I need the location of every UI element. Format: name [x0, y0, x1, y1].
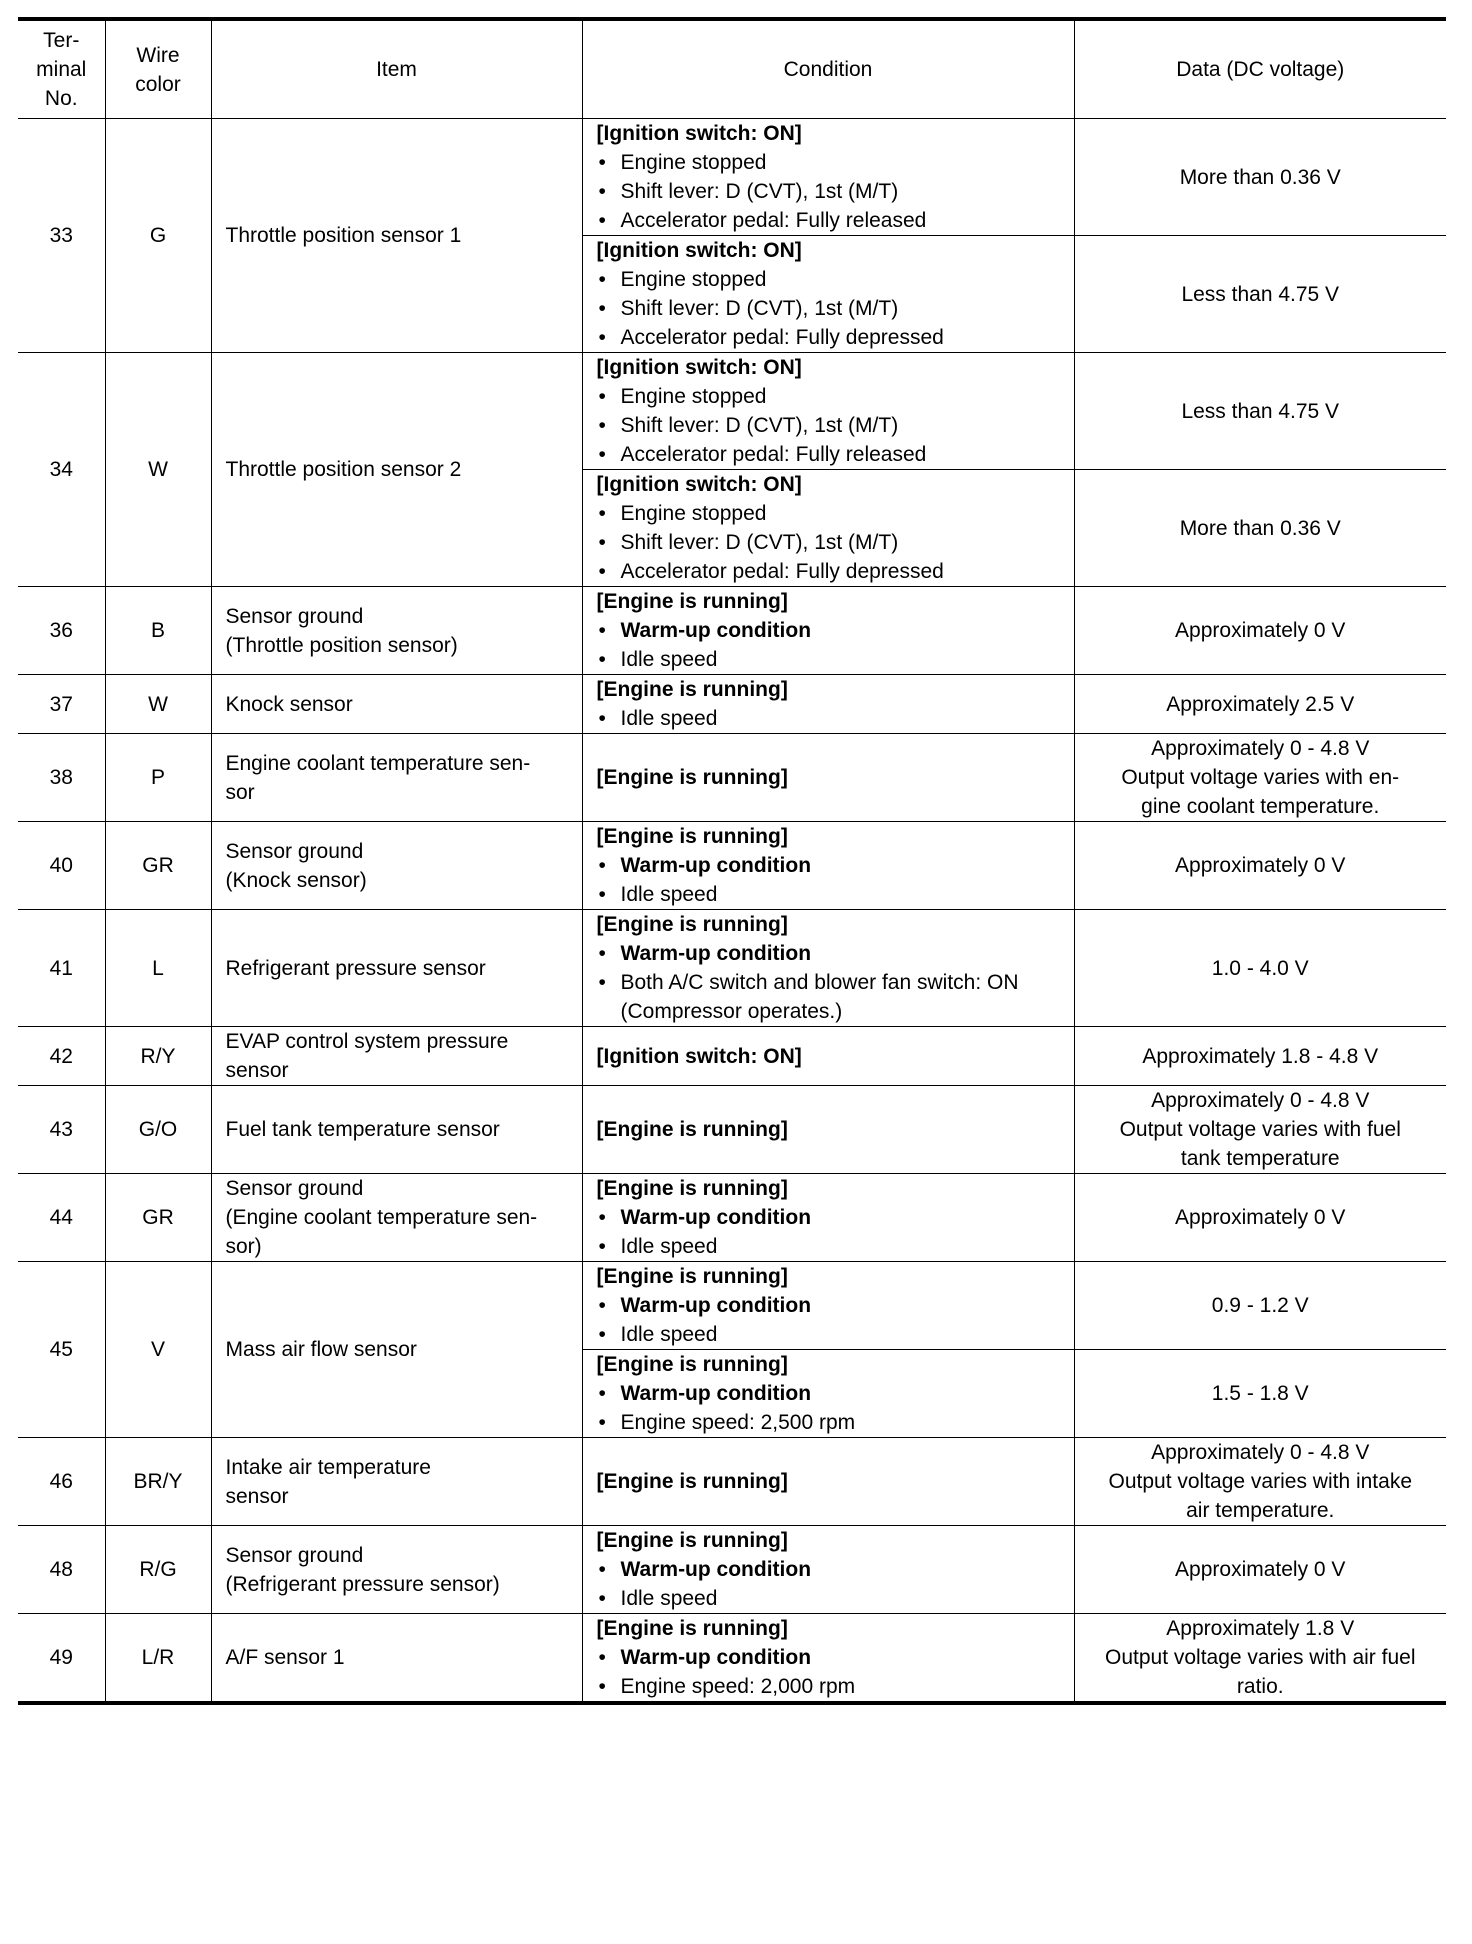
- header-terminal-no: Ter- minal No.: [18, 19, 105, 119]
- data-voltage-text: Approximately 0 V: [1175, 1206, 1346, 1229]
- condition-bullet-text: Warm-up condition: [620, 1206, 812, 1229]
- condition-cell: [582, 734, 1074, 822]
- condition-heading: [Engine is running]: [596, 1529, 788, 1552]
- table-row: [18, 119, 1446, 236]
- data-voltage-text: More than 0.36 V: [1179, 165, 1341, 189]
- condition-cell: [582, 822, 1074, 910]
- data-voltage-text: Approximately 1.8 V Output voltage varies with air fuel ratio.: [1105, 1617, 1416, 1698]
- data-voltage-text: Approximately 0 - 4.8 V Output voltage varies with en- gine coolant temperature.: [1121, 737, 1400, 818]
- condition-bullet-text: Shift lever: D (CVT), 1st (M/T): [620, 180, 899, 203]
- bullet-icon: •: [598, 1411, 606, 1434]
- condition-heading: [Engine is running]: [596, 1177, 788, 1200]
- condition-bullet: [597, 939, 1060, 968]
- condition-heading: [Engine is running]: [596, 1617, 788, 1640]
- item-text: Intake air temperature sensor: [225, 1455, 431, 1508]
- wire-color-cell: B: [105, 587, 211, 675]
- condition-bullet: [597, 294, 1060, 323]
- condition-bullet-text: Idle speed: [620, 1235, 718, 1258]
- data-voltage-cell: [1074, 910, 1446, 1027]
- bullet-icon: •: [598, 151, 606, 174]
- condition-bullet-text: Engine stopped: [620, 502, 767, 525]
- header-item: Item: [211, 19, 582, 119]
- item-cell: [211, 353, 582, 587]
- condition-bullet: [597, 148, 1060, 177]
- bullet-icon: •: [598, 648, 606, 671]
- bullet-icon: •: [598, 942, 606, 965]
- bullet-icon: •: [598, 443, 606, 466]
- condition-cell: [582, 1350, 1074, 1438]
- terminal-number-cell: 37: [18, 675, 105, 734]
- data-voltage-cell: [1074, 1027, 1446, 1086]
- condition-bullet: [597, 1584, 1060, 1613]
- table-header-row: [18, 19, 1446, 119]
- condition-cell: [582, 236, 1074, 353]
- terminal-number-cell: 45: [18, 1262, 105, 1438]
- item-text: Engine coolant temperature sen- sor: [225, 751, 531, 804]
- item-cell: [211, 1262, 582, 1438]
- condition-bullet: [597, 499, 1060, 528]
- condition-bullet: [597, 1643, 1060, 1672]
- item-text: A/F sensor 1: [225, 1646, 345, 1669]
- bullet-icon: •: [598, 1206, 606, 1229]
- terminal-number-cell: 33: [18, 119, 105, 353]
- item-cell: [211, 822, 582, 910]
- condition-bullet: [597, 704, 1060, 733]
- condition-bullet-text: Warm-up condition: [620, 1382, 812, 1405]
- table-row: [18, 1526, 1446, 1614]
- condition-heading: [Engine is running]: [596, 1118, 788, 1141]
- condition-bullet-text: Shift lever: D (CVT), 1st (M/T): [620, 297, 899, 320]
- wire-color-cell: P: [105, 734, 211, 822]
- table-row: [18, 587, 1446, 675]
- bullet-icon: •: [598, 1587, 606, 1610]
- table-row: [18, 822, 1446, 910]
- data-voltage-cell: [1074, 1262, 1446, 1350]
- condition-bullet: [597, 1291, 1060, 1320]
- data-voltage-cell: [1074, 1438, 1446, 1526]
- bullet-icon: •: [598, 1382, 606, 1405]
- data-voltage-text: 1.5 - 1.8 V: [1211, 1382, 1309, 1405]
- terminal-number-cell: 41: [18, 910, 105, 1027]
- condition-cell: [582, 470, 1074, 587]
- condition-bullet-text: Engine speed: 2,000 rpm: [620, 1675, 856, 1698]
- data-voltage-text: Approximately 0 - 4.8 V Output voltage varies with intake air temperature.: [1108, 1441, 1412, 1522]
- data-voltage-cell: [1074, 734, 1446, 822]
- data-voltage-cell: [1074, 119, 1446, 236]
- condition-cell: [582, 1438, 1074, 1526]
- data-voltage-cell: [1074, 822, 1446, 910]
- condition-bullet-text: Warm-up condition: [620, 1558, 812, 1581]
- table-row: [18, 734, 1446, 822]
- wire-color-cell: L: [105, 910, 211, 1027]
- wire-color-cell: BR/Y: [105, 1438, 211, 1526]
- condition-cell: [582, 1086, 1074, 1174]
- data-voltage-text: Approximately 0 V: [1175, 619, 1346, 642]
- wire-color-cell: G/O: [105, 1086, 211, 1174]
- condition-bullet: [597, 177, 1060, 206]
- item-text: Sensor ground (Knock sensor): [225, 839, 367, 892]
- condition-bullet-text: Accelerator pedal: Fully released: [620, 209, 927, 232]
- terminal-number-cell: 36: [18, 587, 105, 675]
- item-text: Sensor ground (Refrigerant pressure sensor): [225, 1543, 500, 1596]
- wire-color-cell: G: [105, 119, 211, 353]
- condition-bullet-text: Engine stopped: [620, 268, 767, 291]
- bullet-icon: •: [598, 971, 606, 994]
- terminal-number-cell: 44: [18, 1174, 105, 1262]
- bullet-icon: •: [598, 297, 606, 320]
- bullet-icon: •: [598, 1235, 606, 1258]
- condition-bullet-text: Accelerator pedal: Fully depressed: [620, 326, 944, 349]
- item-text: Refrigerant pressure sensor: [225, 956, 486, 980]
- terminal-number-cell: 40: [18, 822, 105, 910]
- bullet-icon: •: [598, 414, 606, 437]
- bullet-icon: •: [598, 531, 606, 554]
- table-row: [18, 1614, 1446, 1704]
- header-condition: Condition: [582, 19, 1074, 119]
- bullet-icon: •: [598, 619, 606, 642]
- condition-heading: [Ignition switch: ON]: [596, 239, 802, 262]
- condition-bullet: [597, 265, 1060, 294]
- wire-color-cell: W: [105, 353, 211, 587]
- condition-cell: [582, 675, 1074, 734]
- table-row: [18, 1438, 1446, 1526]
- condition-bullet: [597, 206, 1060, 235]
- wire-color-cell: W: [105, 675, 211, 734]
- data-voltage-cell: [1074, 1526, 1446, 1614]
- condition-bullet-text: Warm-up condition: [620, 942, 812, 965]
- bullet-icon: •: [598, 707, 606, 730]
- terminal-number-cell: 42: [18, 1027, 105, 1086]
- condition-heading: [Engine is running]: [596, 913, 788, 936]
- condition-heading: [Engine is running]: [596, 590, 788, 613]
- condition-heading: [Ignition switch: ON]: [596, 356, 802, 379]
- item-text: Throttle position sensor 2: [225, 458, 462, 481]
- bullet-icon: •: [598, 1675, 606, 1698]
- bullet-icon: •: [598, 180, 606, 203]
- table-row: [18, 1086, 1446, 1174]
- table-body: [18, 119, 1446, 1704]
- item-text: Sensor ground (Throttle position sensor): [225, 604, 458, 657]
- table-row: [18, 1027, 1446, 1086]
- condition-bullet-text: Warm-up condition: [620, 854, 812, 877]
- wire-color-cell: V: [105, 1262, 211, 1438]
- condition-bullet-text: Idle speed: [620, 707, 718, 730]
- data-voltage-text: Approximately 0 - 4.8 V Output voltage varies with fuel tank temperature: [1119, 1089, 1401, 1170]
- condition-bullet: [597, 411, 1060, 440]
- condition-cell: [582, 587, 1074, 675]
- condition-heading: [Engine is running]: [596, 1265, 788, 1288]
- condition-heading: [Ignition switch: ON]: [596, 1044, 802, 1068]
- item-text: Mass air flow sensor: [225, 1338, 417, 1361]
- item-cell: [211, 1174, 582, 1262]
- condition-heading: [Engine is running]: [596, 1470, 788, 1493]
- bullet-icon: •: [598, 1323, 606, 1346]
- condition-bullet-text: Idle speed: [620, 1323, 718, 1346]
- table-row: [18, 1262, 1446, 1350]
- bullet-icon: •: [598, 385, 606, 408]
- wire-color-cell: R/G: [105, 1526, 211, 1614]
- condition-bullet-text: Idle speed: [620, 883, 718, 906]
- item-cell: [211, 910, 582, 1027]
- item-text: Sensor ground (Engine coolant temperature sen- sor): [225, 1177, 538, 1258]
- condition-heading: [Engine is running]: [596, 1353, 788, 1376]
- condition-bullet: [597, 382, 1060, 411]
- condition-heading: [Ignition switch: ON]: [596, 122, 802, 145]
- data-voltage-text: Approximately 0 V: [1175, 1558, 1346, 1581]
- condition-bullet: [597, 323, 1060, 352]
- table-row: [18, 910, 1446, 1027]
- condition-bullet-text: Idle speed: [620, 648, 718, 671]
- bullet-icon: •: [598, 209, 606, 232]
- data-voltage-text: Less than 4.75 V: [1181, 399, 1340, 423]
- condition-bullet: [597, 1203, 1060, 1232]
- bullet-icon: •: [598, 883, 606, 906]
- bullet-icon: •: [598, 502, 606, 525]
- bullet-icon: •: [598, 854, 606, 877]
- data-voltage-text: Less than 4.75 V: [1181, 282, 1340, 306]
- condition-cell: [582, 910, 1074, 1027]
- item-cell: [211, 734, 582, 822]
- bullet-icon: •: [598, 326, 606, 349]
- bullet-icon: •: [598, 1558, 606, 1581]
- item-cell: [211, 1086, 582, 1174]
- terminal-number-cell: 38: [18, 734, 105, 822]
- condition-cell: [582, 1027, 1074, 1086]
- data-voltage-cell: [1074, 1614, 1446, 1704]
- condition-bullet-text: Accelerator pedal: Fully released: [620, 443, 927, 466]
- item-text: Fuel tank temperature sensor: [225, 1118, 500, 1141]
- terminal-number-cell: 34: [18, 353, 105, 587]
- condition-cell: [582, 353, 1074, 470]
- bullet-icon: •: [598, 1294, 606, 1317]
- table-row: [18, 353, 1446, 470]
- condition-cell: [582, 119, 1074, 236]
- condition-bullet-text: Engine stopped: [620, 385, 767, 408]
- condition-heading: [Engine is running]: [596, 678, 788, 701]
- bullet-icon: •: [598, 1646, 606, 1669]
- condition-bullet: [597, 1672, 1060, 1701]
- item-cell: [211, 1027, 582, 1086]
- condition-cell: [582, 1614, 1074, 1704]
- data-voltage-cell: [1074, 587, 1446, 675]
- condition-bullet-text: Shift lever: D (CVT), 1st (M/T): [620, 414, 899, 437]
- data-voltage-text: Approximately 2.5 V: [1166, 692, 1355, 716]
- terminal-number-cell: 48: [18, 1526, 105, 1614]
- item-cell: [211, 587, 582, 675]
- condition-bullet-text: Engine speed: 2,500 rpm: [620, 1411, 856, 1434]
- condition-bullet: [597, 880, 1060, 909]
- data-voltage-cell: [1074, 236, 1446, 353]
- condition-bullet-text: Idle speed: [620, 1587, 718, 1610]
- item-text: EVAP control system pressure sensor: [225, 1030, 509, 1082]
- terminal-data-table: [18, 17, 1446, 1705]
- terminal-number-cell: 49: [18, 1614, 105, 1704]
- condition-bullet: [597, 557, 1060, 586]
- data-voltage-text: 0.9 - 1.2 V: [1211, 1294, 1309, 1317]
- data-voltage-cell: [1074, 1086, 1446, 1174]
- item-text: Throttle position sensor 1: [225, 224, 462, 247]
- bullet-icon: •: [598, 560, 606, 583]
- bullet-icon: •: [598, 268, 606, 291]
- data-voltage-text: Approximately 0 V: [1175, 854, 1346, 877]
- item-text: Knock sensor: [225, 692, 353, 716]
- condition-bullet: [597, 1408, 1060, 1437]
- condition-bullet: [597, 616, 1060, 645]
- condition-bullet: [597, 1555, 1060, 1584]
- terminal-number-cell: 46: [18, 1438, 105, 1526]
- item-cell: [211, 675, 582, 734]
- condition-bullet-text: Warm-up condition: [620, 1646, 812, 1669]
- data-voltage-text: 1.0 - 4.0 V: [1211, 956, 1309, 980]
- wire-color-cell: GR: [105, 822, 211, 910]
- header-data: Data (DC voltage): [1074, 19, 1446, 119]
- condition-bullet: [597, 1320, 1060, 1349]
- condition-bullet: [597, 1379, 1060, 1408]
- condition-cell: [582, 1262, 1074, 1350]
- data-voltage-cell: [1074, 1350, 1446, 1438]
- data-voltage-cell: [1074, 1174, 1446, 1262]
- condition-bullet-text: Warm-up condition: [620, 619, 812, 642]
- condition-bullet: [597, 645, 1060, 674]
- condition-bullet: [597, 528, 1060, 557]
- table-row: [18, 675, 1446, 734]
- document-page: [18, 17, 1446, 1705]
- table-row: [18, 1174, 1446, 1262]
- data-voltage-cell: [1074, 353, 1446, 470]
- data-voltage-text: More than 0.36 V: [1179, 516, 1341, 540]
- item-cell: [211, 1438, 582, 1526]
- data-voltage-cell: [1074, 470, 1446, 587]
- condition-cell: [582, 1526, 1074, 1614]
- condition-bullet: [597, 968, 1060, 1026]
- condition-heading: [Engine is running]: [596, 825, 788, 848]
- condition-bullet-text: Shift lever: D (CVT), 1st (M/T): [620, 531, 899, 554]
- item-cell: [211, 1526, 582, 1614]
- condition-bullet-text: Both A/C switch and blower fan switch: ON (Compressor operates.): [620, 971, 1019, 1023]
- item-cell: [211, 1614, 582, 1704]
- data-voltage-text: Approximately 1.8 - 4.8 V: [1142, 1044, 1379, 1068]
- condition-bullet-text: Warm-up condition: [620, 1294, 812, 1317]
- condition-bullet: [597, 1232, 1060, 1261]
- item-cell: [211, 119, 582, 353]
- condition-bullet-text: Engine stopped: [620, 151, 767, 174]
- condition-cell: [582, 1174, 1074, 1262]
- condition-bullet-text: Accelerator pedal: Fully depressed: [620, 560, 944, 583]
- condition-bullet: [597, 440, 1060, 469]
- wire-color-cell: R/Y: [105, 1027, 211, 1086]
- wire-color-cell: L/R: [105, 1614, 211, 1704]
- condition-heading: [Engine is running]: [596, 766, 788, 789]
- data-voltage-cell: [1074, 675, 1446, 734]
- wire-color-cell: GR: [105, 1174, 211, 1262]
- header-wire-color: Wire color: [105, 19, 211, 119]
- condition-heading: [Ignition switch: ON]: [596, 473, 802, 496]
- condition-bullet: [597, 851, 1060, 880]
- terminal-number-cell: 43: [18, 1086, 105, 1174]
